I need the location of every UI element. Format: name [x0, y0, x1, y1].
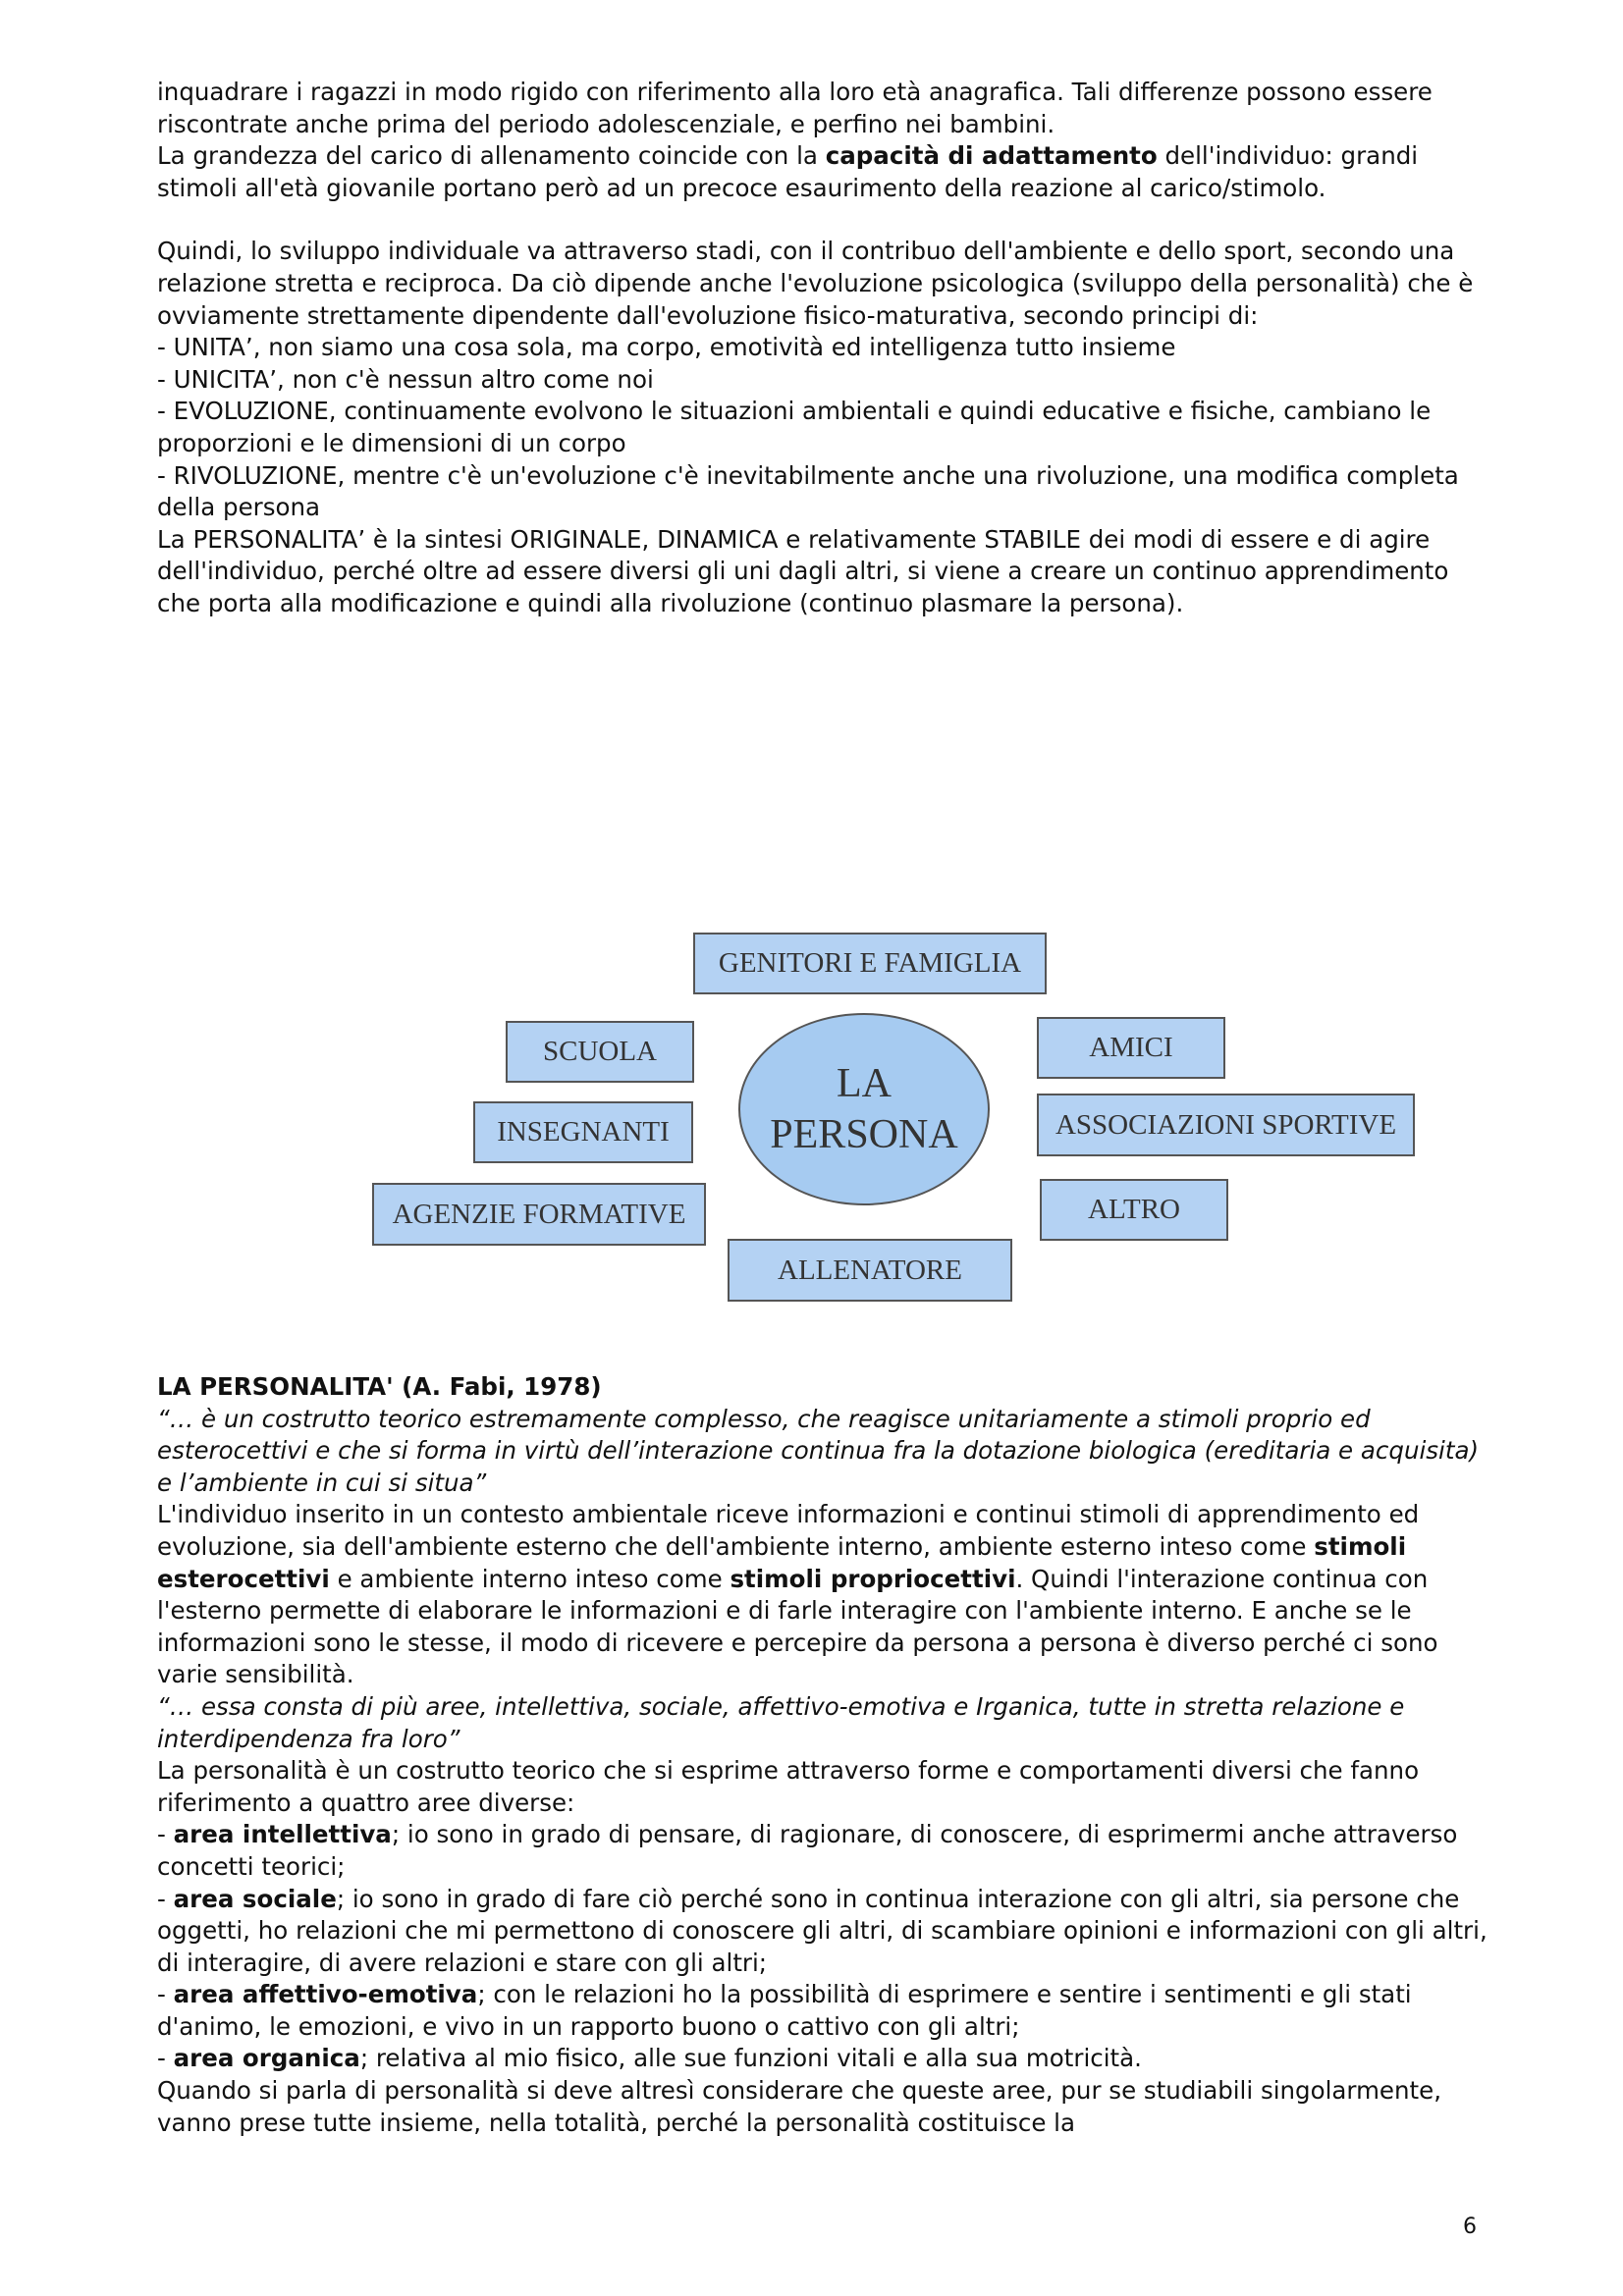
- paragraph: inquadrare i ragazzi in modo rigido con riferimento alla loro età anagrafica. Tali differenze possono essere riscontrate anche prima del periodo adolescenziale, e perfino nei bambini.: [157, 78, 1433, 138]
- page-number: 6: [1463, 2215, 1477, 2239]
- paragraph: Quindi, lo sviluppo individuale va attraverso stadi, con il contribuo dell'ambiente e dello sport, secondo una relazione stretta e reciproca. Da ciò dipende anche l'evoluzione psicologica (sviluppo della personalità) che è ovviamente strettamente dipendente dall'evoluzione fisico-maturativa, secondo principi di:: [157, 237, 1474, 330]
- list-item: - UNICITA’, non c'è nessun altro come noi: [157, 364, 654, 394]
- top-text: [157, 77, 1492, 620]
- paragraph: Quando si parla di personalità si deve altresì considerare che queste aree, pur se studiabili singolarmente, vanno prese tutte insieme, nella totalità, perché la personalità costituisce la: [157, 2076, 1441, 2137]
- box-genitori: GENITORI E FAMIGLIA: [693, 933, 1047, 994]
- quote: “… è un costrutto teorico estremamente complesso, che reagisce unitariamente a stimoli proprio ed esterocettivi e che si forma in virtù dell’interazione continua fra la dotazione biologica (ereditaria e acquisita) e l’ambiente in cui si situa”: [157, 1404, 1480, 1497]
- box-agenzie: AGENZIE FORMATIVE: [372, 1183, 706, 1246]
- list-item: - UNITA’, non siamo una cosa sola, ma corpo, emotività ed intelligenza tutto insieme: [157, 333, 1176, 362]
- box-allenatore: ALLENATORE: [728, 1239, 1012, 1302]
- box-scuola: SCUOLA: [506, 1021, 694, 1083]
- list-item: - area organica; relativa al mio fisico, alle sue funzioni vitali e alla sua motricità.: [157, 2044, 1142, 2073]
- list-item: - EVOLUZIONE, continuamente evolvono le situazioni ambientali e quindi educative e fisiche, cambiano le proporzioni e le dimensioni di un corpo: [157, 397, 1432, 457]
- list-item: - area intellettiva; io sono in grado di pensare, di ragionare, di conoscere, di esprimermi anche attraverso concetti teorici;: [157, 1820, 1458, 1881]
- box-associazioni: ASSOCIAZIONI SPORTIVE: [1037, 1094, 1415, 1156]
- center-label-line2: PERSONA: [770, 1112, 958, 1157]
- paragraph: La grandezza del carico di allenamento coincide con la capacità di adattamento dell'individuo: grandi stimoli all'età giovanile portano però ad un precoce esaurimento della reazione al carico/stimolo.: [157, 141, 1419, 202]
- section-heading: LA PERSONALITA' (A. Fabi, 1978): [157, 1372, 602, 1401]
- quote: “… essa consta di più aree, intellettiva, sociale, affettivo-emotiva e Irganica, tutte in stretta relazione e interdipendenza fra loro”: [157, 1691, 1405, 1753]
- list-item: - area affettivo-emotiva; con le relazioni ho la possibilità di esprimere e sentire i sentimenti e gli stati d'animo, le emozioni, e vivo in un rapporto buono o cattivo con gli altri;: [157, 1980, 1412, 2041]
- paragraph: La PERSONALITA’ è la sintesi ORIGINALE, DINAMICA e relativamente STABILE dei modi di essere e di agire dell'individuo, perché oltre ad essere diversi gli uni dagli altri, si viene a creare un continuo apprendimento che porta alla modificazione e quindi alla rivoluzione (continuo plasmare la persona).: [157, 524, 1449, 617]
- center-ellipse: [738, 1013, 990, 1205]
- list-item: - area sociale; io sono in grado di fare ciò perché sono in continua interazione con gli altri, sia persone che oggetti, ho relazioni che mi permettono di conoscere gli altri, di scambiare opinioni e informazioni con gli altri, di interagire, di avere relazioni e stare con gli altri;: [157, 1884, 1488, 1977]
- list-item: - RIVOLUZIONE, mentre c'è un'evoluzione c'è inevitabilmente anche una rivoluzione, una modifica completa della persona: [157, 460, 1459, 522]
- box-altro: ALTRO: [1040, 1179, 1228, 1241]
- paragraph: L'individuo inserito in un contesto ambientale riceve informazioni e continui stimoli di apprendimento ed evoluzione, sia dell'ambiente esterno che dell'ambiente interno, ambiente esterno inteso come stimoli esterocettivi e ambiente interno inteso come stimoli propriocettivi. Quindi l'interazione continua con l'esterno permette di elaborare le informazioni e di farle interagire con l'ambiente interno. E anche se le informazioni sono le stesse, il modo di ricevere e percepire da persona a persona è diverso perché ci sono varie sensibilità.: [157, 1500, 1438, 1689]
- box-amici: AMICI: [1037, 1017, 1225, 1079]
- center-label-line1: LA: [837, 1061, 892, 1106]
- bottom-text: [157, 1371, 1492, 2139]
- paragraph: La personalità è un costrutto teorico che si esprime attraverso forme e comportamenti diversi che fanno riferimento a quattro aree diverse:: [157, 1756, 1420, 1817]
- box-insegnanti: INSEGNANTI: [473, 1101, 693, 1163]
